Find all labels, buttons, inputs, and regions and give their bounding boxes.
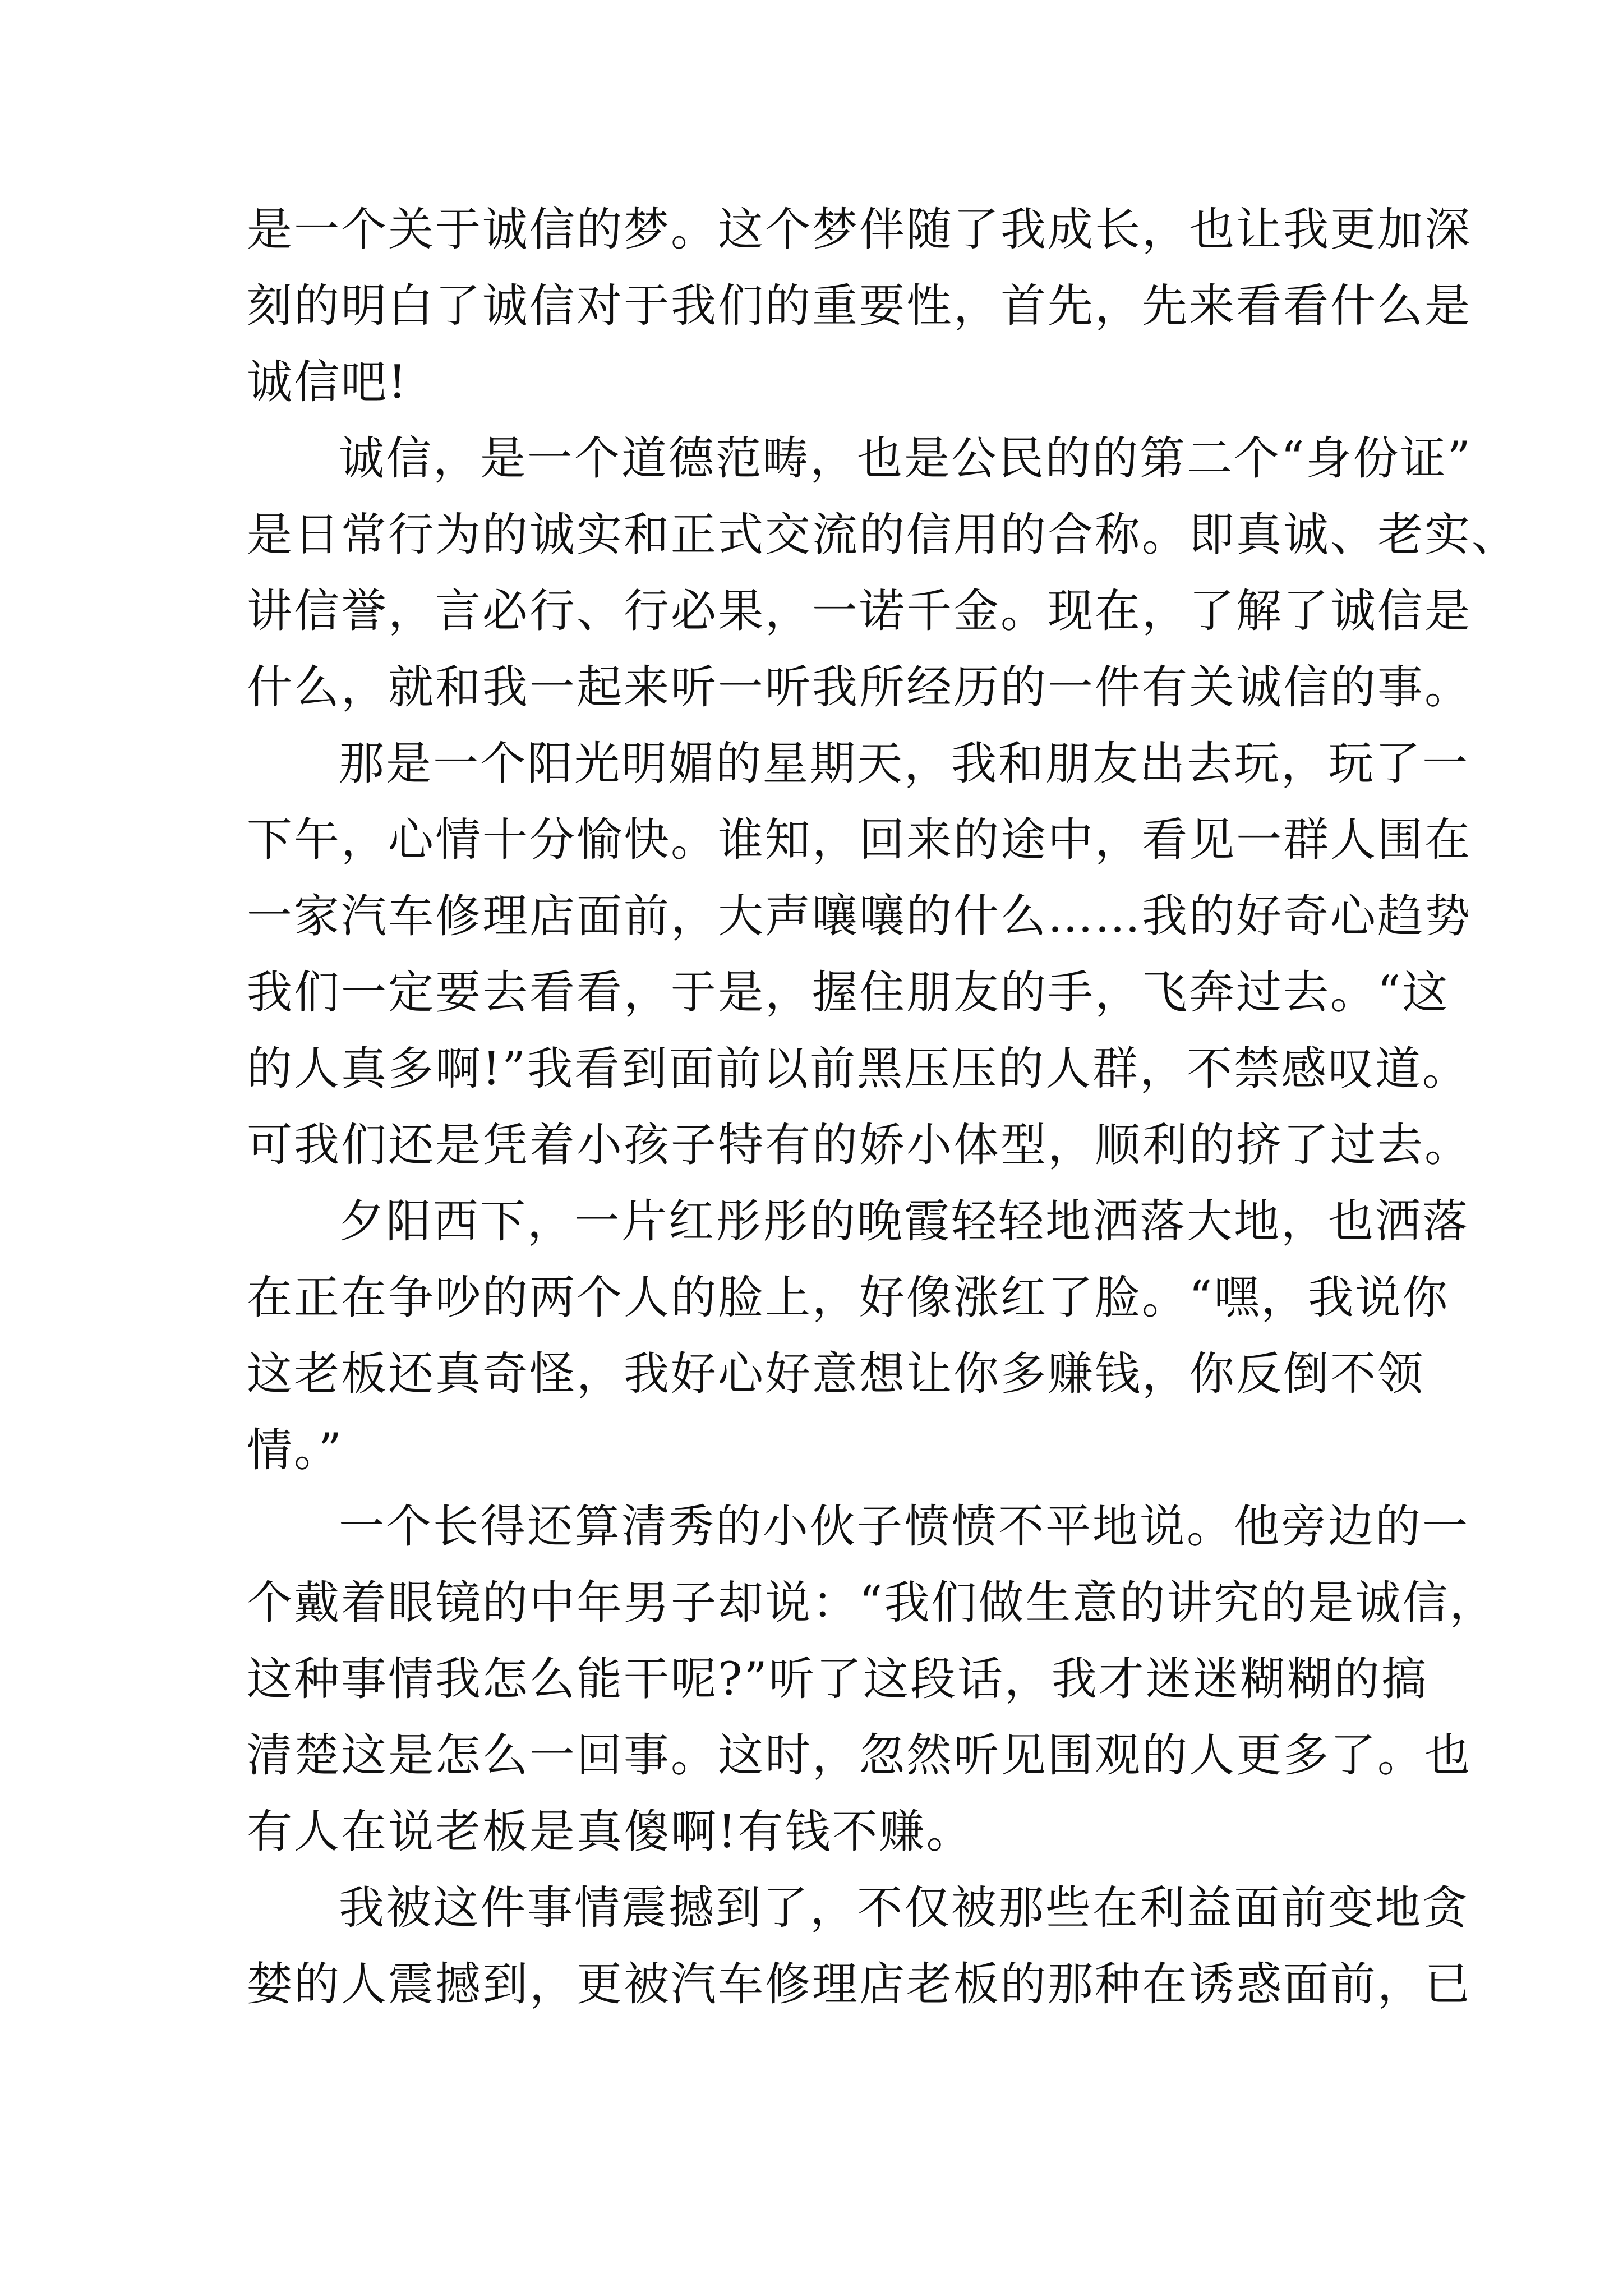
paragraph-first-line: 一个长得还算清秀的小伙子愤愤不平地说。他旁边的一 xyxy=(339,1501,1470,1553)
paragraph-first-line: 诚信，是一个道德范畴，也是公民的的第二个“身份证” xyxy=(339,432,1472,485)
text-line: 个戴着眼镜的中年男子却说：“我们做生意的讲究的是诚信， xyxy=(247,1577,1497,1630)
text-line: 清楚这是怎么一回事。这时，忽然听见围观的人更多了。也 xyxy=(247,1729,1472,1782)
text-line: 诚信吧! xyxy=(247,356,408,409)
text-line: 是日常行为的诚实和正式交流的信用的合称。即真诚、老实、 xyxy=(247,509,1519,562)
text-line: 是一个关于诚信的梦。这个梦伴随了我成长，也让我更加深 xyxy=(247,204,1472,256)
text-line: 在正在争吵的两个人的脸上，好像涨红了脸。“嘿，我说你 xyxy=(247,1272,1450,1324)
text-line: 刻的明白了诚信对于我们的重要性，首先，先来看看什么是 xyxy=(247,280,1472,333)
text-line: 讲信誉，言必行、行必果，一诺千金。现在，了解了诚信是 xyxy=(247,585,1472,638)
text-line: 的人真多啊!”我看到面前以前黑压压的人群，不禁感叹道。 xyxy=(247,1043,1469,1096)
text-line: 下午，心情十分愉快。谁知，回来的途中，看见一群人围在 xyxy=(247,814,1472,867)
text-line: 情。” xyxy=(247,1424,343,1477)
paragraph-first-line: 夕阳西下，一片红彤彤的晚霞轻轻地洒落大地，也洒落 xyxy=(339,1195,1470,1248)
text-line: 婪的人震撼到，更被汽车修理店老板的那种在诱惑面前，已 xyxy=(247,1958,1472,2011)
text-line: 我们一定要去看看，于是，握住朋友的手，飞奔过去。“这 xyxy=(247,967,1450,1019)
paragraph-first-line: 那是一个阳光明媚的星期天，我和朋友出去玩，玩了一 xyxy=(339,738,1470,790)
text-line: 什么，就和我一起来听一听我所经历的一件有关诚信的事。 xyxy=(247,661,1472,714)
text-line: 可我们还是凭着小孩子特有的娇小体型，顺利的挤了过去。 xyxy=(247,1119,1472,1172)
text-line: 有人在说老板是真傻啊!有钱不赚。 xyxy=(247,1806,974,1858)
paragraph-first-line: 我被这件事情震撼到了，不仅被那些在利益面前变地贪 xyxy=(339,1882,1470,1935)
text-line: 一家汽车修理店面前，大声嚷嚷的什么……我的好奇心趋势 xyxy=(247,890,1472,943)
text-line: 这老板还真奇怪，我好心好意想让你多赚钱，你反倒不领 xyxy=(247,1348,1425,1401)
text-line: 这种事情我怎么能干呢?”听了这段话，我才迷迷糊糊的搞 xyxy=(247,1653,1428,1706)
